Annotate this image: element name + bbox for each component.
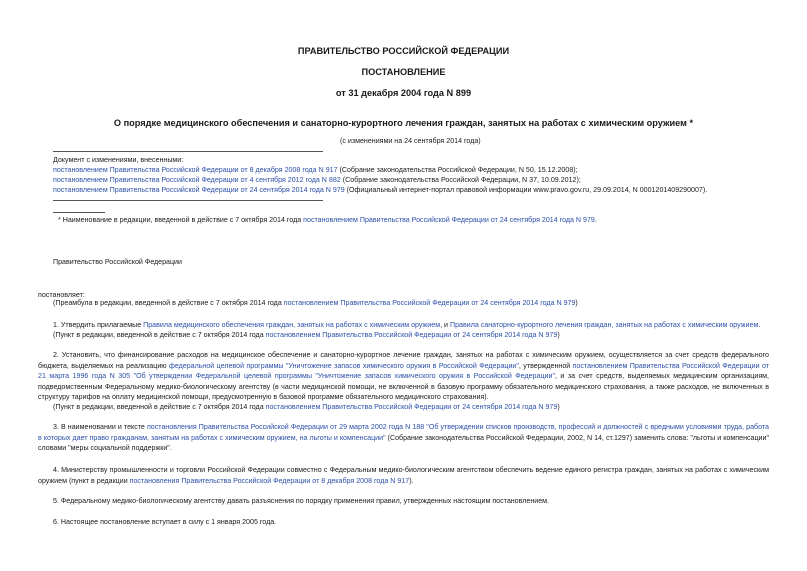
change-link[interactable]: постановлением Правительства Российской Федерации от 4 сентября 2012 года N 882 xyxy=(53,176,341,184)
preamble-note: (Преамбула в редакции, введенной в действие с 7 октября 2014 года постановлением Правительства Российской Федерации от 24 сентября 2014 года N 979) xyxy=(53,299,578,307)
doc-date-number: от 31 декабря 2004 года N 899 xyxy=(335,88,472,98)
changes-intro: Документ с изменениями, внесенными: xyxy=(53,156,184,164)
decree-link[interactable]: постановлением Правительства Российской Федерации от 21 марта 1996 года N 305 "Об утверждении Федеральной целевой программы "Уничтожение запасов химического оружия в Российской Федерации" xyxy=(38,361,769,380)
org-heading: ПРАВИТЕЛЬСТВО РОССИЙСКОЙ ФЕДЕРАЦИИ xyxy=(297,46,510,56)
footnote-link[interactable]: постановлением Правительства Российской Федерации от 24 сентября 2014 года N 979 xyxy=(303,216,595,224)
paragraph-3: 3. В наименовании и тексте постановления Правительства Российской Федерации от 29 марта 2002 года N 188 "Об утверждении списков производств, профессий и должностей с вредными условиями труда, работа в которых дает право гражданам, занятым на работах с химическим оружием, на льготы и компенсации" (Собрание законодательства Российской Федерации, 2002, N 14, ст.1297) заменить слова: "льготы и компенсации" словами "меры социальной поддержки". xyxy=(38,423,769,452)
gov-line: Правительство Российской Федерации xyxy=(53,258,182,266)
paragraph-2: 2. Установить, что финансирование расходов на медицинское обеспечение и санаторно-курортное лечение граждан, занятых на работах с химическим оружием, осуществляется за счет средств федерального бюджета, выделяемых на реализацию федеральной целевой программы "Уничтожение запасов химического оружия в Российской Федерации", утвержденной постановлением Правительства Российской Федерации от 21 марта 1996 года N 305 "Об утверждении Федеральной целевой программы "Уничтожение запасов химического оружия в Российской Федерации", и за счет средств, выделяемых медицинским организациям, подведомственным Федеральному медико-биологическому агентству (в части медицинской помощи, не включенной в базовую программу обязательного медицинского страхования, а также расходов, не включенных в структуру тарифов на оплату медицинской помощи, предусмотренную в базовой программе обязательного медицинского страхования). xyxy=(38,351,770,401)
postanovlyaet: постановляет: xyxy=(38,291,85,299)
paragraph-4: 4. Министерству промышленности и торговли Российской Федерации совместно с Федеральным медико-биологическим агентством обеспечить ведение единого регистра граждан, занятых на работах с химическим оружием (пункт в редакции постановления Правительства Российской Федерации от 8 декабря 2008 года N 917). xyxy=(38,466,769,485)
item-note: (Пункт в редакции, введенной в действие с 7 октября 2014 года постановлением Правительства Российской Федерации от 24 сентября 2014 года N 979) xyxy=(53,403,560,411)
edition-note: (с изменениями на 24 сентября 2014 года) xyxy=(340,137,481,145)
change-link[interactable]: постановлением Правительства Российской Федерации от 24 сентября 2014 года N 979 xyxy=(53,186,345,194)
change-item: постановлением Правительства Российской Федерации от 8 декабря 2008 года N 917 (Собрание законодательства Российской Федерации, N 50, 15.12.2008); xyxy=(53,166,578,174)
item-note: (Пункт в редакции, введенной в действие с 7 октября 2014 года постановлением Правительства Российской Федерации от 24 сентября 2014 года N 979) xyxy=(53,331,560,339)
paragraph-6: 6. Настоящее постановление вступает в силу с 1 января 2005 года. xyxy=(53,518,277,526)
program-link[interactable]: федеральной целевой программы "Уничтожение запасов химического оружия в Российской Федерации" xyxy=(169,361,519,370)
change-link[interactable]: постановлением Правительства Российской Федерации от 8 декабря 2008 года N 917 xyxy=(53,166,338,174)
footnote-divider xyxy=(53,212,105,213)
paragraph-5: 5. Федеральному медико-биологическому агентству давать разъяснения по порядку применения правил, утвержденных настоящим постановлением. xyxy=(53,497,549,505)
divider xyxy=(53,200,323,201)
doc-type-heading: ПОСТАНОВЛЕНИЕ xyxy=(361,67,446,77)
change-item: постановлением Правительства Российской Федерации от 24 сентября 2014 года N 979 (Официальный интернет-портал правовой информации www.pravo.gov.ru, 29.09.2014, N 0001201409290007). xyxy=(53,186,708,194)
rules-link[interactable]: Правила санаторно-курортного лечения граждан, занятых на работах с химическим оружием xyxy=(449,321,759,329)
paragraph-1: 1. Утвердить прилагаемые Правила медицинского обеспечения граждан, занятых на работах с химическим оружием, и Правила санаторно-курортного лечения граждан, занятых на работах с химическим оружием. xyxy=(53,321,761,329)
change-item: постановлением Правительства Российской Федерации от 4 сентября 2012 года N 882 (Собрание законодательства Российской Федерации, N 37, 10.09.2012); xyxy=(53,176,581,184)
doc-title: О порядке медицинского обеспечения и санаторно-курортного лечения граждан, занятых на работах с химическим оружием * xyxy=(113,118,694,128)
rules-link[interactable]: Правила медицинского обеспечения граждан, занятых на работах с химическим оружием xyxy=(143,321,441,329)
decree-link[interactable]: постановления Правительства Российской Федерации от 29 марта 2002 года N 188 "Об утверждении списков производств, профессий и должностей с вредными условиями труда, работа в которых дает право гражданам, занятым на работах с химическим оружием, на льготы и компенсации" xyxy=(38,423,769,442)
note-link[interactable]: постановлением Правительства Российской Федерации от 24 сентября 2014 года N 979 xyxy=(265,403,558,411)
divider xyxy=(53,151,323,152)
footnote: * Наименование в редакции, введенной в действие с 7 октября 2014 года постановлением Правительства Российской Федерации от 24 сентября 2014 года N 979. xyxy=(58,216,597,224)
note-link[interactable]: постановлением Правительства Российской Федерации от 24 сентября 2014 года N 979 xyxy=(283,299,576,307)
note-link[interactable]: постановлением Правительства Российской Федерации от 24 сентября 2014 года N 979 xyxy=(265,331,558,339)
decree-link[interactable]: постановления Правительства Российской Федерации от 8 декабря 2008 года N 917 xyxy=(129,476,410,485)
